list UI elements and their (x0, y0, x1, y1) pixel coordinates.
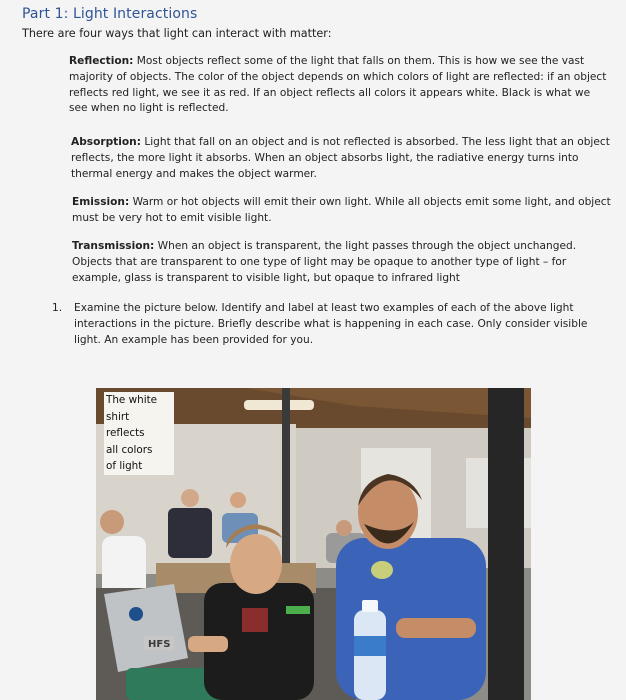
transmission-text: When an object is transparent, the light passes through the object unchanged. Objects that are transparent to one type of light may be opaque to another type of light – for example, glass is transparent to visible light, but opaque to infrared light (72, 240, 577, 284)
ceiling-light (244, 400, 314, 410)
emission-text: Warm or hot objects will emit their own light. While all objects emit some light, and object must be very hot to emit visible light. (72, 196, 611, 224)
section-title: Part 1: Light Interactions (22, 6, 198, 22)
laptop-sticker: HFS (148, 639, 171, 650)
question-number: 1. (52, 302, 63, 314)
caption-line: shirt (106, 410, 130, 423)
section-intro: There are four ways that light can interact with matter: (22, 27, 332, 40)
reflection-text: Most objects reflect some of the light that falls on them. This is how we see the vast majority of objects. The color of the object depends on which colors of light are reflected: if an object reflects red light, we see it as red. If an object reflects all colors it appears white. Black is what we see when no light is reflected. (69, 55, 607, 115)
caption-line: reflects (106, 427, 145, 440)
caption-line: all colors (106, 443, 153, 456)
laptop (104, 584, 188, 672)
transmission-paragraph (72, 239, 612, 286)
question-text: Examine the picture below. Identify and label at least two examples of each of the above light interactions in the picture. Briefly describe what is happening in each case. Only consider visible light. An example has been provided for you. (74, 302, 588, 346)
emission-term: Emission: (72, 196, 130, 208)
absorption-paragraph (71, 135, 611, 182)
caption-line: of light (106, 460, 143, 473)
background-person (168, 508, 212, 558)
reflection-term: Reflection: (69, 55, 134, 67)
support-pole (488, 388, 524, 700)
caption-line: The white (106, 394, 158, 406)
absorption-term: Absorption: (71, 136, 141, 148)
reflection-paragraph (69, 54, 609, 117)
absorption-text: Light that fall on an object and is not reflected is absorbed. The less light that an object reflects, the more light it absorbs. When an object absorbs light, the radiative energy turns into thermal energy and makes the object warmer. (71, 136, 610, 180)
emission-paragraph (72, 195, 612, 227)
photo-caption (104, 392, 174, 475)
transmission-term: Transmission: (72, 240, 155, 252)
